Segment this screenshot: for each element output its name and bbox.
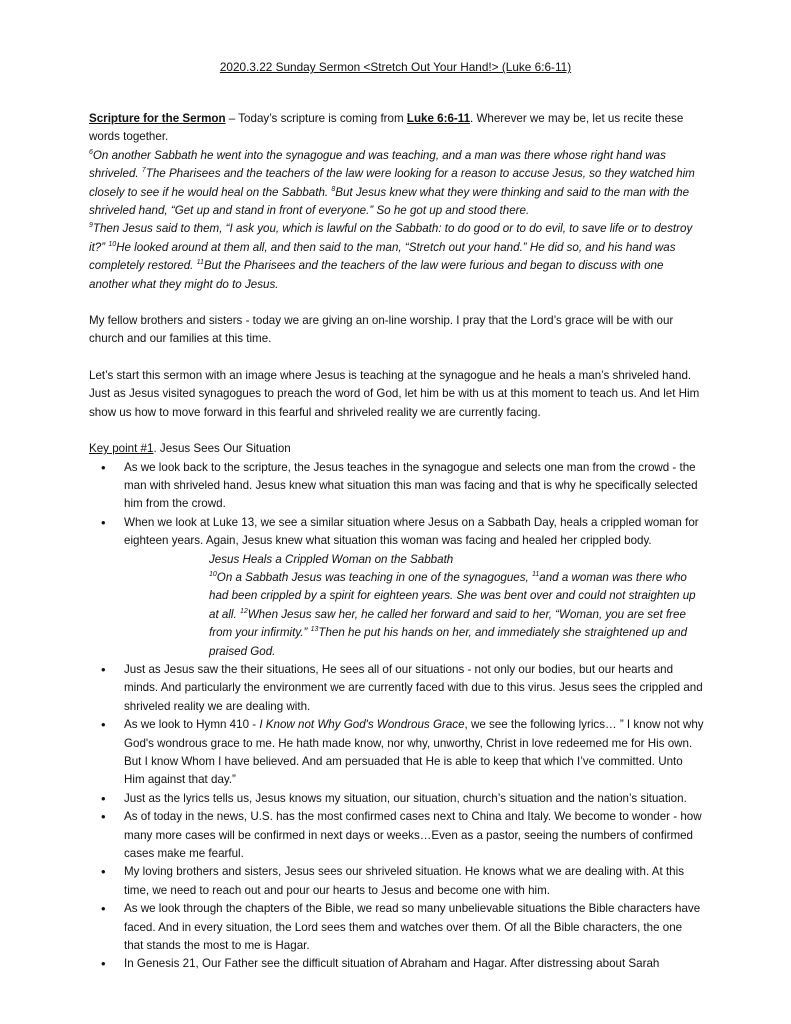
verse-number: 7: [141, 167, 146, 175]
list-item: [89, 514, 704, 661]
verse-text: Then he put his hands on her, and immediately she straightened up and praised God.: [209, 626, 688, 658]
scripture-label: Scripture for the Sermon: [89, 112, 226, 125]
quote-text: [209, 569, 704, 661]
intro-text-after: . Wherever we may be, let us recite these words together.: [89, 112, 684, 144]
verse-number: 11: [196, 259, 204, 267]
verse-text: When Jesus saw her, he called her forward and said to her, “Woman, you are set free from your infirmity.”: [209, 607, 686, 640]
list-item-text: As we look to Hymn 410 -: [124, 718, 260, 732]
verse-text: But the Pharisees and the teachers of the law were furious and began to discuss with one another what they might do to Jesus.: [89, 259, 664, 291]
verse-number: 10: [108, 240, 117, 248]
list-item: • My loving brothers and sisters, Jesus sees our shriveled situation. He knows what we are dealing with. At this time, we need to reach out and pour our hearts to Jesus and become one with him.: [89, 863, 704, 900]
list-item: • In Genesis 21, Our Father see the difficult situation of Abraham and Hagar. After distressing about Sarah: [89, 955, 704, 973]
key-point-title: . Jesus Sees Our Situation: [153, 442, 291, 456]
verse-text: The Pharisees and the teachers of the law were looking for a reason to accuse Jesus, so they watched him closely to see if he would heal on the Sabbath.: [89, 167, 695, 199]
list-item: [89, 716, 704, 790]
bullet-list: [89, 459, 704, 974]
verse-number: 8: [331, 185, 336, 193]
verse-number: 9: [89, 222, 93, 230]
verse-number: 10: [209, 570, 217, 578]
verse-text: Then Jesus said to them, “I ask you, which is lawful on the Sabbath: to do good or to do evil, to save life or to destroy it?”: [89, 222, 693, 254]
list-item-text: , we see the following lyrics… ” I know not why God's wondrous grace to me. He hath made know, nor why, unworthy, Christ in love redeemed me for His own. But I know Whom I have believed. And am persuaded that He is able to keep that which I’ve committed. Unto Him against that day.”: [124, 718, 704, 787]
verse-text: But Jesus knew what they were thinking and said to the man with the shriveled hand, “Get up and stand in front of everyone.” So he got up and stood there.: [89, 185, 690, 218]
scripture-intro: [89, 110, 704, 147]
list-item: • Just as the lyrics tells us, Jesus knows my situation, our situation, church’s situation and the nation’s situation.: [89, 790, 704, 808]
list-item-text: When we look at Luke 13, we see a similar situation where Jesus on a Sabbath Day, heals a crippled woman for eighteen years. Again, Jesus knew what situation this woman was facing and healed her crippled body.: [124, 515, 699, 548]
key-point-label: Key point #1: [89, 442, 154, 456]
scripture-passage: [89, 147, 704, 221]
paragraph: Let’s start this sermon with an image where Jesus is teaching at the synagogue and he heals a man’s shriveled hand. Just as Jesus visited synagogues to preach the word of God, let him be with us at this moment to teach us. And let Him show us how to move forward in this fearful and shriveled reality we are currently facing.: [89, 368, 700, 419]
hymn-title: I Know not Why God's Wondrous Grace: [259, 718, 465, 732]
list-item: • As we look through the chapters of the Bible, we read so many unbelievable situations the Bible characters have faced. And in every situation, the Lord sees them and watches over them. Of all the Bible characters, the one that stands the most to me is Hagar.: [89, 900, 704, 955]
sermon-body: [89, 110, 704, 974]
verse-number: 11: [531, 570, 540, 578]
sermon-title: 2020.3.22 Sunday Sermon <Stretch Out Your Hand!> (Luke 6:6-11): [219, 60, 572, 74]
verse-text: He looked around at them all, and then said to the man, “Stretch out your hand.” He did so, and his hand was completely restored.: [89, 240, 676, 273]
intro-text: – Today’s scripture is coming from: [225, 112, 407, 125]
list-item: • As we look back to the scripture, the Jesus teaches in the synagogue and selects one man from the crowd - the man with shriveled hand. Jesus knew what situation this man was facing and that is why he specifically selected him from the crowd.: [89, 459, 704, 514]
list-item: • Just as Jesus saw the their situations, He sees all of our situations - not only our bodies, but our hearts and minds. And particularly the environment we are currently faced with due to this virus. Jesus sees the crippled and shriveled reality we are dealing with.: [89, 661, 704, 716]
verse-text: On another Sabbath he went into the synagogue and was teaching, and a man was there whose right hand was shriveled.: [89, 148, 666, 181]
verse-number: 6: [89, 148, 93, 156]
verse-text: and a woman was there who had been crippled by a spirit for eighteen years. She was bent over and could not straighten up at all.: [209, 570, 696, 621]
block-quote: [124, 551, 704, 661]
scripture-reference: Luke 6:6-11: [406, 112, 471, 125]
verse-number: 13: [310, 626, 319, 634]
scripture-passage: [89, 220, 704, 294]
verse-number: 12: [239, 607, 248, 615]
verse-text: On a Sabbath Jesus was teaching in one of the synagogues,: [216, 570, 532, 584]
quote-heading: Jesus Heals a Crippled Woman on the Sabbath: [209, 552, 454, 566]
list-item: • As of today in the news, U.S. has the most confirmed cases next to China and Italy. We become to wonder - how many more cases will be confirmed in next days or weeks…Even as a pastor, seeing the numbers of confirmed cases make me fearful.: [89, 808, 704, 863]
key-point-heading: [89, 440, 704, 458]
paragraph: My fellow brothers and sisters - today we are giving an on-line worship. I pray that the Lord’s grace will be with our church and our families at this time.: [89, 314, 674, 346]
